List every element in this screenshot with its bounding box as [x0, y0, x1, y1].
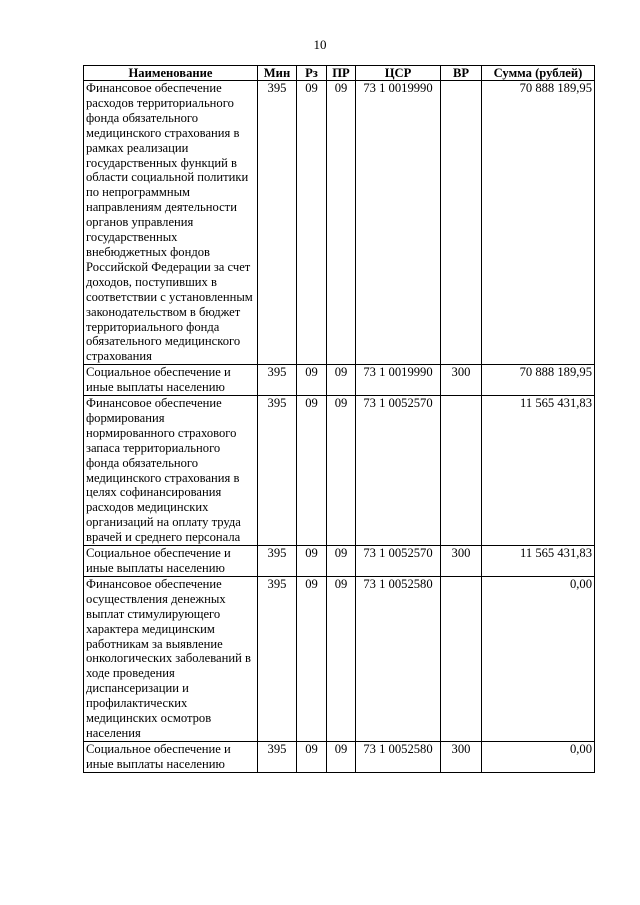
row-pr-cell: 09: [327, 81, 356, 365]
row-name-cell: Социальное обеспечение и иные выплаты населению: [84, 365, 258, 396]
row-vr-cell: [441, 576, 482, 741]
column-header-name: Наименование: [84, 66, 258, 81]
row-sum-cell: 70 888 189,95: [482, 81, 595, 365]
column-header-rz: Рз: [297, 66, 327, 81]
row-rz-cell: 09: [297, 81, 327, 365]
row-sum-cell: 0,00: [482, 576, 595, 741]
table-row: [84, 396, 595, 546]
row-vr-cell: 300: [441, 741, 482, 772]
row-pr-cell: 09: [327, 741, 356, 772]
table-row: [84, 365, 595, 396]
table-header-row: [84, 66, 595, 81]
row-csr-cell: 73 1 0052570: [356, 546, 441, 577]
row-min-cell: 395: [258, 576, 297, 741]
row-sum-cell: 70 888 189,95: [482, 365, 595, 396]
row-pr-cell: 09: [327, 396, 356, 546]
column-header-sum: Сумма (рублей): [482, 66, 595, 81]
row-csr-cell: 73 1 0019990: [356, 365, 441, 396]
row-sum-cell: 0,00: [482, 741, 595, 772]
row-min-cell: 395: [258, 546, 297, 577]
row-vr-cell: [441, 81, 482, 365]
table-row: [84, 741, 595, 772]
row-min-cell: 395: [258, 396, 297, 546]
row-rz-cell: 09: [297, 365, 327, 396]
row-min-cell: 395: [258, 81, 297, 365]
row-sum-cell: 11 565 431,83: [482, 546, 595, 577]
row-name-cell: Финансовое обеспечение расходов территориального фонда обязательного медицинского страхования в рамках реализации государственных функций в области социальной политики по непрограммным направлениям деятельности органов управления государственных внебюджетных фондов Российской Федерации за счет доходов, поступивших в соответствии с установленным законодательством в бюджет территориального фонда обязательного медицинского страхования: [84, 81, 258, 365]
column-header-vr: ВР: [441, 66, 482, 81]
row-csr-cell: 73 1 0019990: [356, 81, 441, 365]
row-name-cell: Социальное обеспечение и иные выплаты населению: [84, 741, 258, 772]
row-name-cell: Социальное обеспечение и иные выплаты населению: [84, 546, 258, 577]
row-name-cell: Финансовое обеспечение осуществления денежных выплат стимулирующего характера медицинским работникам за выявление онкологических заболеваний в ходе проведения диспансеризации и профилактических медицинских осмотров населения: [84, 576, 258, 741]
row-sum-cell: 11 565 431,83: [482, 396, 595, 546]
row-csr-cell: 73 1 0052570: [356, 396, 441, 546]
row-min-cell: 395: [258, 365, 297, 396]
row-rz-cell: 09: [297, 576, 327, 741]
row-vr-cell: [441, 396, 482, 546]
table-row: [84, 576, 595, 741]
row-pr-cell: 09: [327, 576, 356, 741]
table-row: [84, 81, 595, 365]
row-csr-cell: 73 1 0052580: [356, 576, 441, 741]
row-vr-cell: 300: [441, 365, 482, 396]
row-pr-cell: 09: [327, 365, 356, 396]
row-min-cell: 395: [258, 741, 297, 772]
table-row: [84, 546, 595, 577]
page-number: 10: [313, 37, 327, 52]
row-pr-cell: 09: [327, 546, 356, 577]
budget-table: [83, 65, 595, 773]
row-csr-cell: 73 1 0052580: [356, 741, 441, 772]
row-vr-cell: 300: [441, 546, 482, 577]
column-header-min: Мин: [258, 66, 297, 81]
column-header-pr: ПР: [327, 66, 356, 81]
row-rz-cell: 09: [297, 546, 327, 577]
column-header-csr: ЦСР: [356, 66, 441, 81]
row-rz-cell: 09: [297, 396, 327, 546]
row-rz-cell: 09: [297, 741, 327, 772]
row-name-cell: Финансовое обеспечение формирования нормированного страхового запаса территориального фонда обязательного медицинского страхования в целях софинансирования расходов медицинских организаций на оплату труда врачей и среднего персонала: [84, 396, 258, 546]
